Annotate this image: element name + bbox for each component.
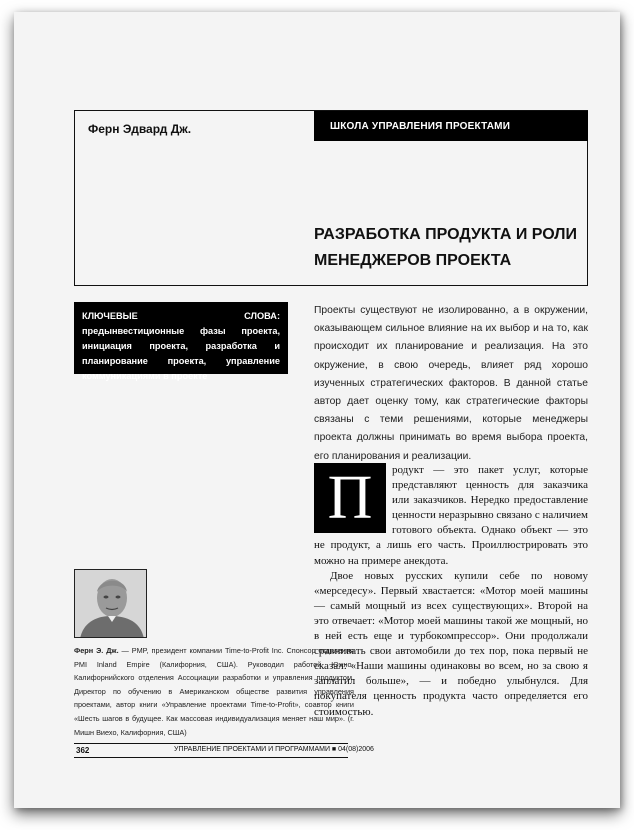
article-title — [314, 222, 584, 274]
section-banner — [314, 111, 588, 141]
author-photo — [74, 569, 147, 638]
author-bio — [74, 644, 354, 739]
paragraph-1: родукт — это пакет услуг, которые представляют ценность для заказчика или заказчиков. Нередко предоставление ценности неразрывно связано с наличием готового объекта. Однако объект — это не продукт, а лишь его часть. Проиллюстрировать это можно на примере анекдота. — [314, 464, 588, 567]
keywords-box — [74, 302, 288, 381]
portrait-image — [75, 570, 147, 638]
bio-text: — PMP, президент компании Time-to-Profit Inc. Спонсор отделения PMI Inland Empire (Калифорния, США). Руководил работой Южно-Калифорнийского отделения Ассоциации разработки и управления продуктом. Директор по обучению в Американском обществе развития управления проектами, автор книги «Управление проектами Time-to-Profit», соавтор книги «Шесть шагов в будущее. Как массовая индивидуализация меняет наш мир». (г. Мишн Виехо, Калифорния, США) — [74, 646, 354, 737]
article-body — [314, 463, 588, 720]
section-label: ШКОЛА УПРАВЛЕНИЯ ПРОЕКТАМИ — [330, 121, 511, 132]
paragraph-2: Двое новых русских купили себе по новому «мерседесу». Первый хвастается: «Мотор моей машины — самый мощный из всех существующих». Второй на это отвечает: «Мотор моей машины такой же мощный, но в ней есть еще и турбокомпрессор». Они продолжали сравнивать свои автомобили до тех пор, пока первый не сказал: «Наши машины одинаковы во всем, но за свою я заплатил больше», — и победно улыбнулся. Для покупателя ценность продукта часто определяется его стоимостью. — [314, 569, 588, 718]
page-number: 362 — [76, 746, 90, 755]
author-name: Ферн Эдвард Дж. — [88, 122, 192, 136]
drop-cap: П — [314, 463, 386, 533]
journal-page — [14, 12, 620, 808]
title-line-2: МЕНЕДЖЕРОВ ПРОЕКТА — [314, 252, 512, 269]
journal-name: УПРАВЛЕНИЕ ПРОЕКТАМИ И ПРОГРАММАМИ ■ 04(08)2006 — [174, 746, 374, 753]
keywords-text: предынвестиционные фазы проекта, инициация проекта, разработка и планирование проекта, управление коммуникациями в проекте — [82, 326, 280, 381]
keywords-label: КЛЮЧЕВЫЕ СЛОВА: — [82, 311, 280, 321]
bio-name: Ферн Э. Дж. — [74, 646, 119, 655]
title-line-1: РАЗРАБОТКА ПРОДУКТА И РОЛИ — [314, 226, 577, 243]
abstract: Проекты существуют не изолированно, а в окружении, оказывающем сильное влияние на их выбор и на то, как происходит их планирование и реализация. На это окружение, в свою очередь, влияет ряд хорошо изученных стратегических факторов. В данной статье автор дает оценку тому, как стратегические факторы связаны с теми решениями, которые менеджеры проекта должны принимать во время выбора проекта, его планирования и реализации. — [314, 305, 588, 462]
footer-rule-bottom — [74, 757, 348, 758]
footer-rule-top — [74, 743, 348, 744]
